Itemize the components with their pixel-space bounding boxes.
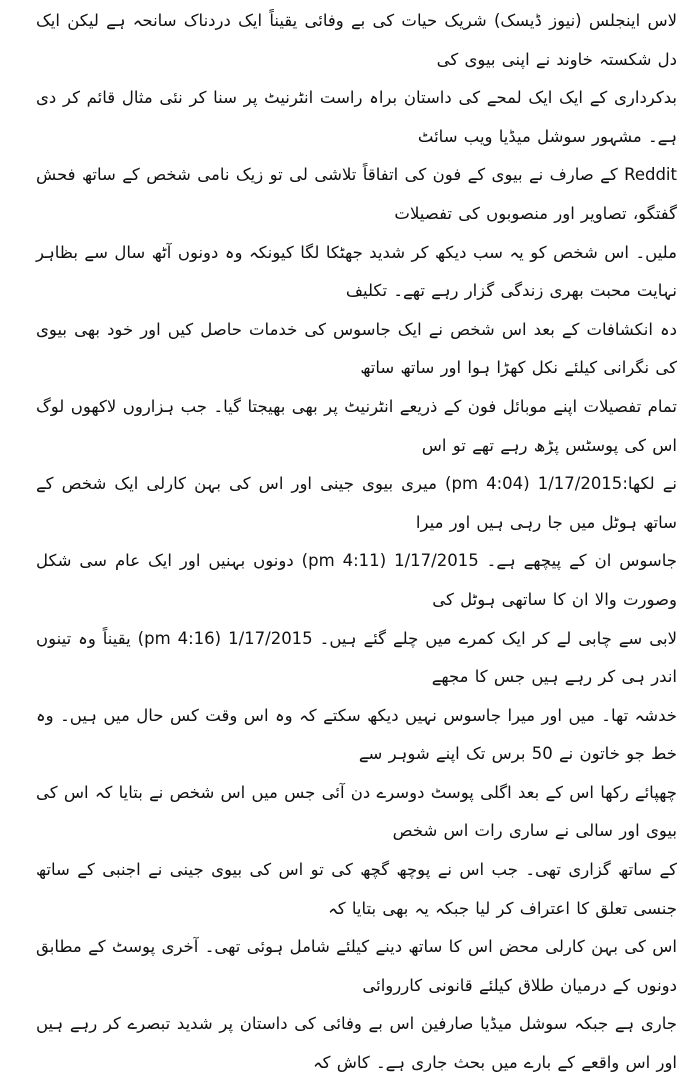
article-line-9: لابی سے چابی لے کر ایک کمرے میں چلے گئے ہیں۔ 1/17/2015 (pm 4:16) یقیناً وہ تینوں اندر ہی کر رہے ہیں جس کا مجھے: [36, 628, 677, 687]
article-line-10: خدشہ تھا۔ میں اور میرا جاسوس نہیں دیکھ سکتے کہ وہ اس وقت کس حال میں ہیں۔ وہ خط جو خاتون نے 50 برس تک اپنے شوہر سے: [36, 705, 677, 764]
article-line-1: لاس اینجلس (نیوز ڈیسک) شریک حیات کی بے وفائی یقیناً ایک دردناک سانحہ ہے لیکن ایک دل شکستہ خاوند نے اپنی بیوی کی: [36, 11, 677, 69]
article-line-11: چھپائے رکھا اس کے بعد اگلی پوسٹ دوسرے دن آئی جس میں اس شخص نے بتایا کہ اس کی بیوی اور سالی نے ساری رات اس شخص: [36, 782, 677, 841]
article-line-8: جاسوس ان کے پیچھے ہے۔ 1/17/2015 (pm 4:11) دونوں بہنیں اور ایک عام سی شکل وصورت والا ان کا ساتھی ہوٹل کی: [36, 551, 677, 609]
article-body: [36, 2, 677, 1083]
article-line-13: اس کی بہن کارلی محض اس کا ساتھ دینے کیلئے شامل ہوئی تھی۔ آخری پوسٹ کے مطابق دونوں کے درمیان طلاق کیلئے قانونی کارروائی: [36, 937, 677, 995]
article-line-12: کے ساتھ گزاری تھی۔ جب اس نے پوچھ گچھ کی تو اس کی بیوی جینی نے اجنبی کے ساتھ جنسی تعلق کا اعتراف کر لیا جبکہ یہ بھی بتایا کہ: [36, 860, 677, 918]
article-line-6: تمام تفصیلات اپنے موبائل فون کے ذریعے انٹرنیٹ پر بھی بھیجتا گیا۔ جب ہزاروں لاکھوں لوگ اس کی پوسٹس پڑھ رہے تھے تو اس: [36, 396, 677, 455]
article-line-7: نے لکھا:1/17/2015 (pm 4:04) میری بیوی جینی اور اس کی بہن کارلی ایک شخص کے ساتھ ہوٹل میں جا رہی ہیں اور میرا: [36, 474, 677, 532]
article-line-3: Reddit کے صارف نے بیوی کے فون کی اتفاقاً تلاشی لی تو زیک نامی شخص کے ساتھ فحش گفتگو، تصاویر اور منصوبوں کی تفصیلات: [36, 165, 677, 223]
article-line-14: جاری ہے جبکہ سوشل میڈیا صارفین اس بے وفائی کی داستان پر شدید تبصرے کر رہے ہیں اور اس واقعے کے بارے میں بحث جاری ہے۔ کاش کہ: [36, 1014, 677, 1073]
article-line-5: دہ انکشافات کے بعد اس شخص نے ایک جاسوس کی خدمات حاصل کیں اور خود بھی بیوی کی نگرانی کیلئے نکل کھڑا ہوا اور ساتھ ساتھ: [36, 319, 677, 378]
article-line-2: بدکرداری کے ایک ایک لمحے کی داستان براہ راست انٹرنیٹ پر سنا کر نئی مثال قائم کر دی ہے۔ مشہور سوشل میڈیا ویب سائٹ: [36, 88, 677, 146]
article-line-4: ملیں۔ اس شخص کو یہ سب دیکھ کر شدید جھٹکا لگا کیونکہ وہ دونوں آٹھ سال سے بظاہر نہایت محبت بھری زندگی گزار رہے تھے۔ تکلیف: [36, 242, 677, 301]
